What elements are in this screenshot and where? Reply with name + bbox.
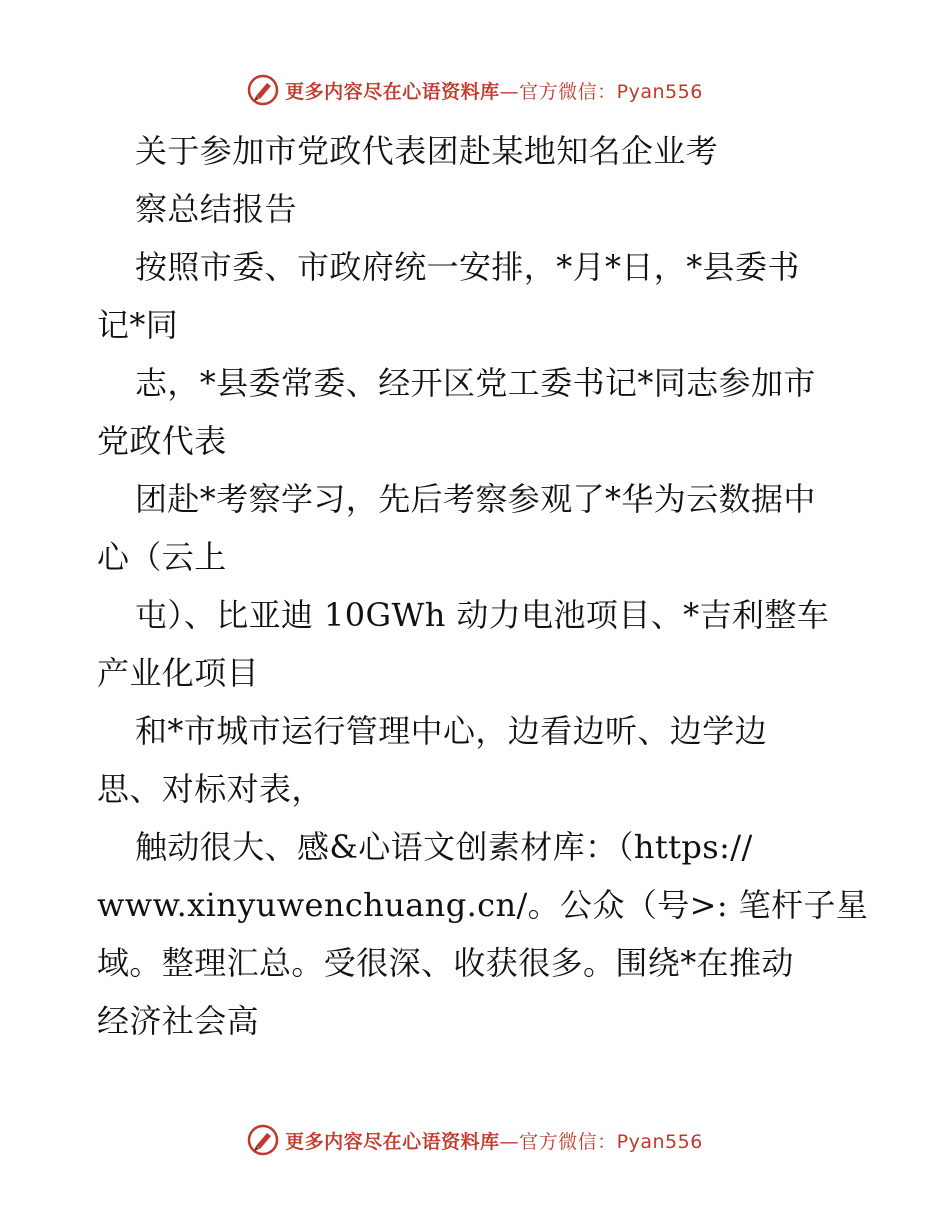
doc-text-line: 党政代表: [97, 422, 227, 460]
footer-banner-title: 更多内容尽在心语资料库: [285, 1130, 500, 1153]
footer-banner-dash: —: [499, 1130, 520, 1153]
doc-text-line: 屯）、比亚迪 10GWh 动力电池项目、*吉利整车: [135, 596, 830, 634]
document-body: [97, 122, 867, 1050]
doc-text-line: 团赴*考察学习，先后考察参观了*华为云数据中: [135, 480, 816, 518]
doc-text-line: 志，*县委常委、经开区党工委书记*同志参加市: [135, 364, 816, 402]
doc-text-line: 按照市委、市政府统一安排，*月*日，*县委书: [135, 248, 800, 286]
header-banner-dash: —: [499, 80, 520, 103]
doc-text-line: www.xinyuwenchuang.cn/。公众（号>: 笔杆子星: [97, 886, 869, 924]
doc-text-line: 心（云上: [97, 538, 227, 576]
footer-watermark-banner: [0, 1120, 950, 1160]
pen-logo-icon: [247, 1124, 279, 1156]
header-banner-title: 更多内容尽在心语资料库: [285, 80, 500, 103]
doc-title-line-1: 关于参加市党政代表团赴某地知名企业考: [135, 132, 719, 170]
doc-text-line: 经济社会高: [97, 1002, 260, 1040]
doc-text-line: 思、对标对表，: [97, 770, 324, 808]
doc-text-line: 触动很大、感&心语文创素材库：（https://: [135, 828, 753, 866]
header-banner-wechat: 官方微信：Pyan556: [519, 80, 703, 103]
doc-title-line-2: 察总结报告: [135, 190, 298, 228]
doc-text-line: 记*同: [97, 306, 179, 344]
doc-text-line: 和*市城市运行管理中心，边看边听、边学边: [135, 712, 768, 750]
footer-banner-wechat: 官方微信：Pyan556: [519, 1130, 703, 1153]
doc-text-line: 产业化项目: [97, 654, 260, 692]
footer-banner-text: [285, 1127, 703, 1154]
header-banner-text: [285, 77, 703, 104]
pen-logo-icon: [247, 74, 279, 106]
doc-text-line: 域。整理汇总。受很深、收获很多。围绕*在推动: [97, 944, 794, 982]
header-watermark-banner: [0, 70, 950, 110]
